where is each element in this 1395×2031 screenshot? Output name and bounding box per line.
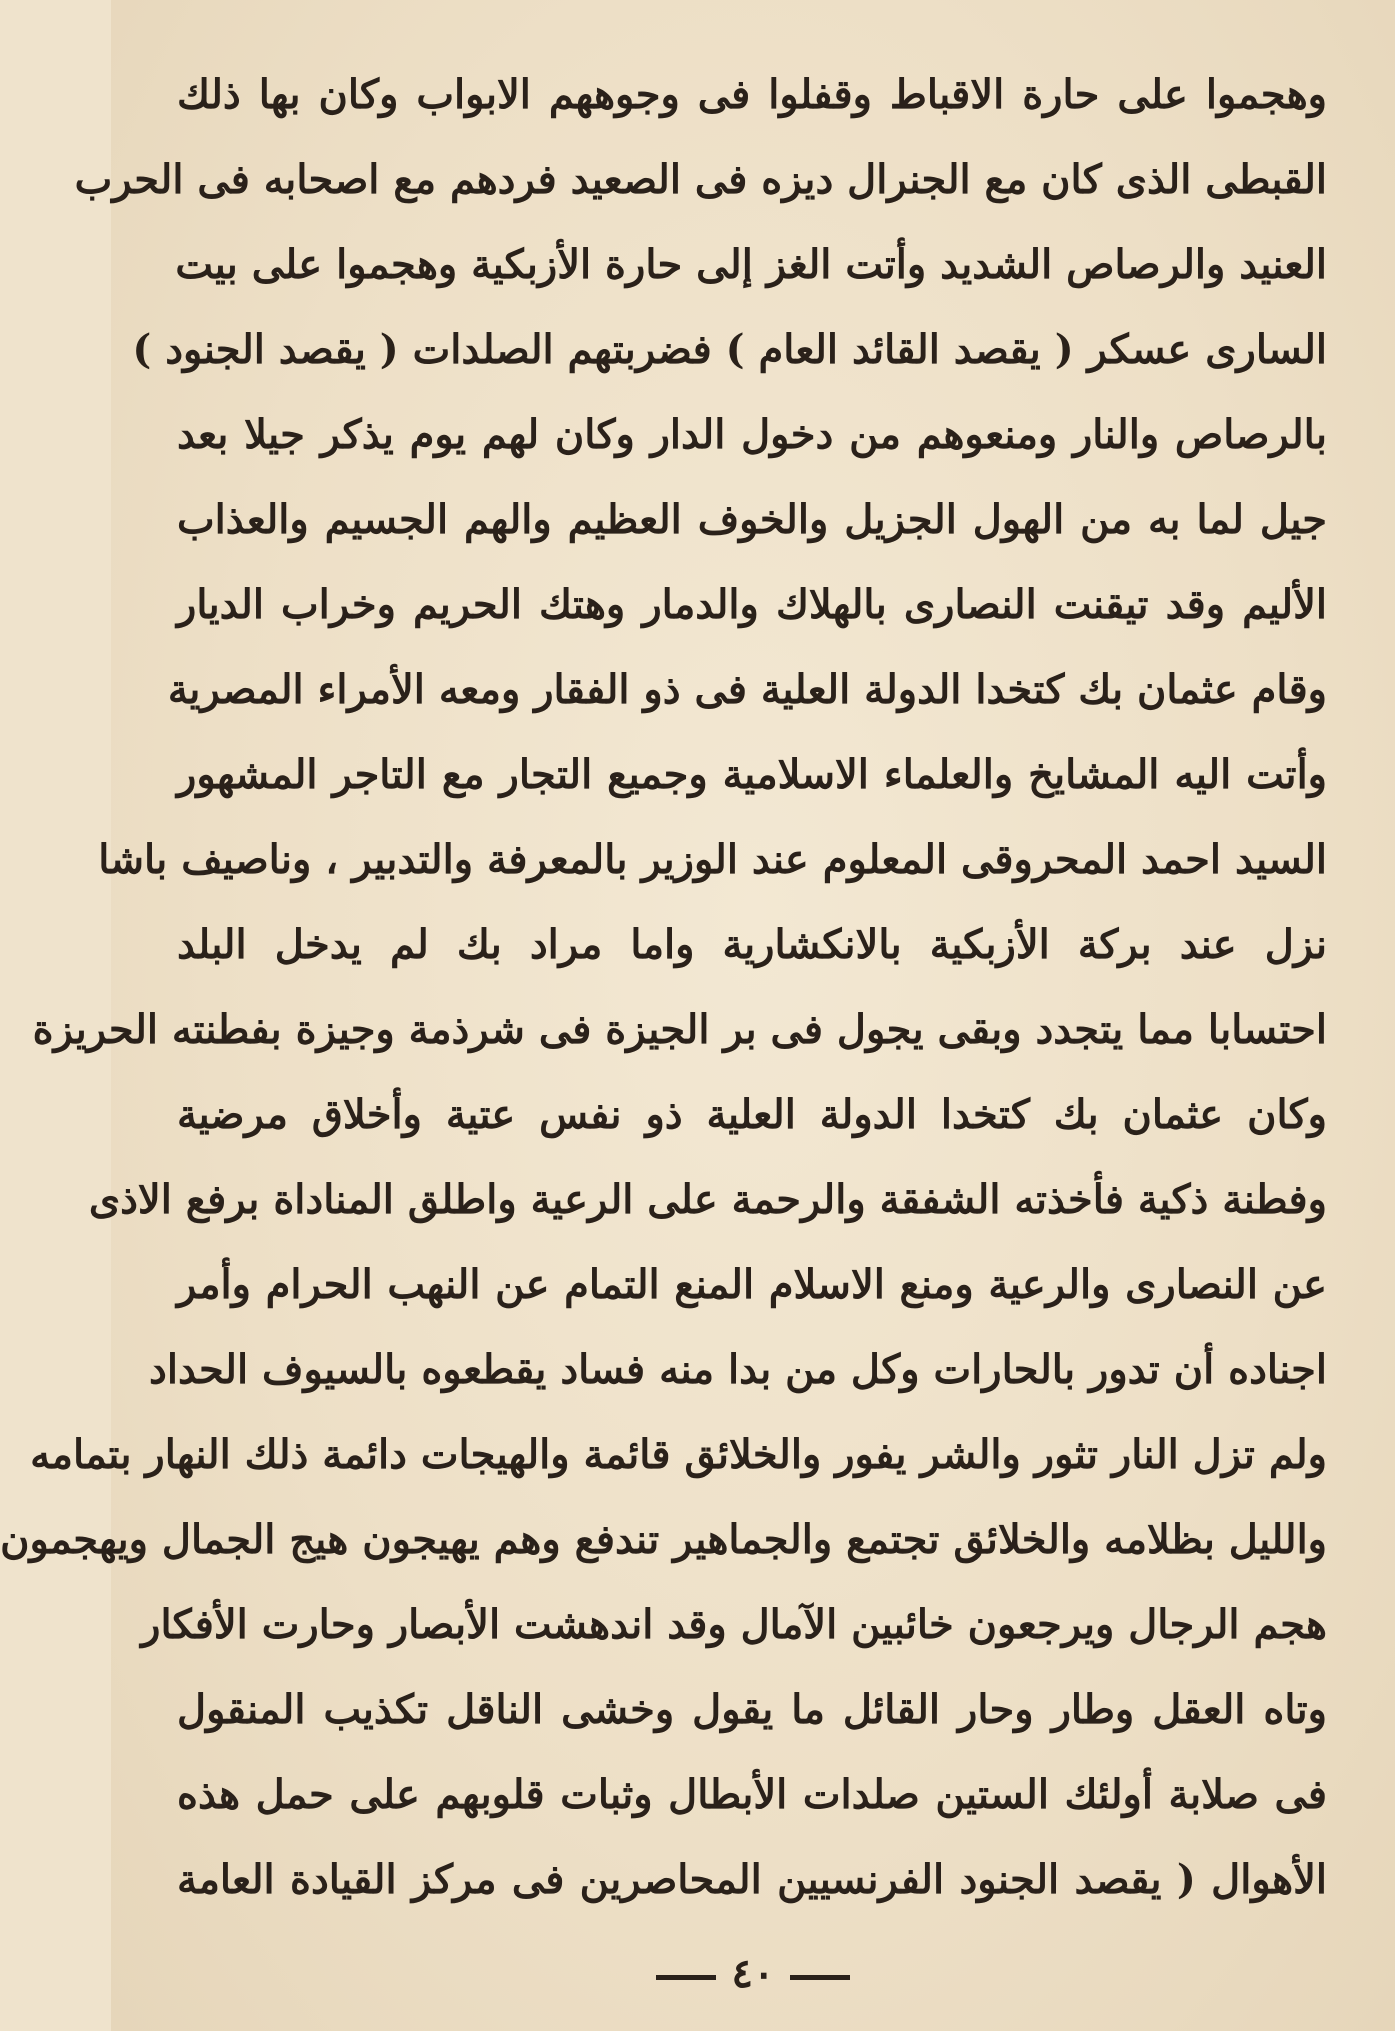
text-line: بالرصاص والنار ومنعوهم من دخول الدار وكان لهم يوم يذكر جيلا بعد: [177, 411, 1327, 458]
text-line: احتسابا مما يتجدد وبقى يجول فى بر الجيزة فى شرذمة وجيزة بفطنته الحريزة: [32, 1006, 1327, 1053]
text-line: عن النصارى والرعية ومنع الاسلام المنع التمام عن النهب الحرام وأمر: [177, 1261, 1327, 1308]
text-line: العنيد والرصاص الشديد وأتت الغز إلى حارة الأزبكية وهجموا على بيت: [175, 241, 1327, 288]
text-line: وأتت اليه المشايخ والعلماء الاسلامية وجميع التجار مع التاجر المشهور: [177, 751, 1327, 798]
text-line: الأليم وقد تيقنت النصارى بالهلاك والدمار وهتك الحريم وخراب الديار: [177, 581, 1327, 628]
text-line: والليل بظلامه والخلائق تجتمع والجماهير تندفع وهم يهيجون هيج الجمال ويهجمون: [0, 1516, 1327, 1563]
text-line: نزل عند بركة الأزبكية بالانكشارية واما مراد بك لم يدخل البلد: [177, 921, 1327, 968]
text-line: ولم تزل النار تثور والشر يفور والخلائق قائمة والهيجات دائمة ذلك النهار بتمامه: [30, 1431, 1327, 1478]
text-line: وفطنة ذكية فأخذته الشفقة والرحمة على الرعية واطلق المناداة برفع الاذى: [88, 1176, 1327, 1223]
dash-right: [790, 1975, 850, 1980]
text-line: القبطى الذى كان مع الجنرال ديزه فى الصعيد فردهم مع اصحابه فى الحرب: [74, 156, 1327, 203]
text-line: وتاه العقل وطار وحار القائل ما يقول وخشى الناقل تكذيب المنقول: [177, 1686, 1327, 1733]
page-number: [111, 1950, 1395, 1997]
body-text: [0, 52, 1327, 1922]
text-line: الأهوال ( يقصد الجنود الفرنسيين المحاصرين فى مركز القيادة العامة: [177, 1856, 1327, 1903]
text-line: وقام عثمان بك كتخدا الدولة العلية فى ذو الفقار ومعه الأمراء المصرية: [167, 666, 1327, 713]
page-number-value: ٤٠: [731, 1950, 775, 1997]
dash-left: [656, 1975, 716, 1980]
text-line: اجناده أن تدور بالحارات وكل من بدا منه فساد يقطعوه بالسيوف الحداد: [149, 1346, 1327, 1393]
text-line: وهجموا على حارة الاقباط وقفلوا فى وجوههم الابواب وكان بها ذلك: [177, 71, 1327, 118]
text-line: السارى عسكر ( يقصد القائد العام ) فضربتهم الصلدات ( يقصد الجنود ): [132, 326, 1327, 373]
text-line: السيد احمد المحروقى المعلوم عند الوزير بالمعرفة والتدبير ، وناصيف باشا: [98, 836, 1327, 883]
text-line: هجم الرجال ويرجعون خائبين الآمال وقد اندهشت الأبصار وحارت الأفكار: [141, 1601, 1327, 1648]
text-line: وكان عثمان بك كتخدا الدولة العلية ذو نفس عتية وأخلاق مرضية: [177, 1091, 1327, 1138]
text-line: فى صلابة أولئك الستين صلدات الأبطال وثبات قلوبهم على حمل هذه: [177, 1771, 1327, 1818]
text-line: جيل لما به من الهول الجزيل والخوف العظيم والهم الجسيم والعذاب: [177, 496, 1327, 543]
